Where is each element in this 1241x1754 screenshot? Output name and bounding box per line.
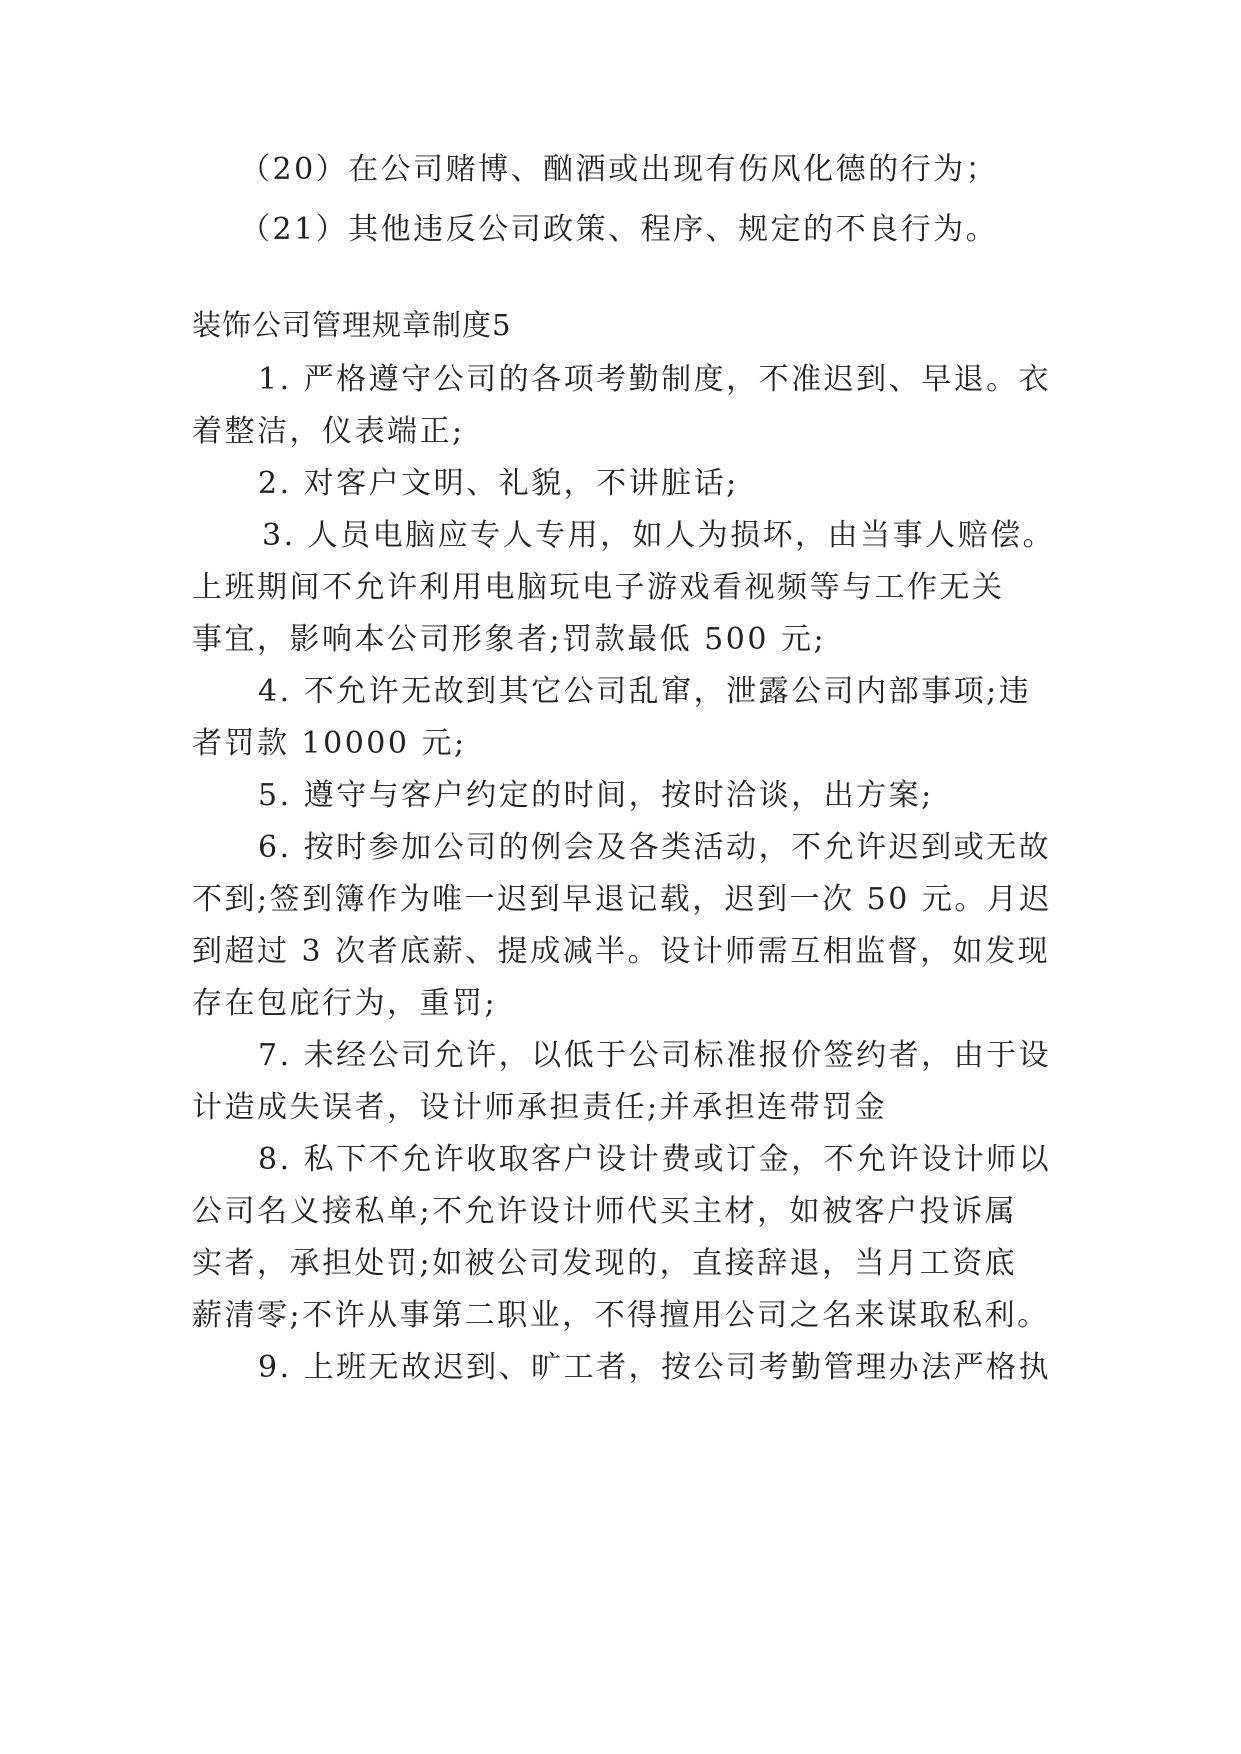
rule-6-line-3: 到超过 3 次者底薪、提成减半。设计师需互相监督，如发现 [192, 934, 1051, 969]
rule-8-line-4: 薪清零;不许从事第二职业，不得擅用公司之名来谋取私利。 [192, 1298, 1050, 1333]
rule-6-line-4: 存在包庇行为，重罚; [192, 986, 498, 1021]
rule-8-line-1: 8. 私下不允许收取客户设计费或订金，不允许设计师以 [258, 1142, 1052, 1177]
rule-4-line-2: 者罚款 10000 元; [192, 726, 467, 761]
clause-21: （21）其他违反公司政策、程序、规定的不良行为。 [240, 212, 999, 247]
rule-1-line-2: 着整洁，仪表端正; [192, 414, 465, 449]
rule-1-line-1: 1. 严格遵守公司的各项考勤制度，不准迟到、早退。衣 [258, 362, 1052, 397]
rule-9-line-1: 9. 上班无故迟到、旷工者，按公司考勤管理办法严格执 [258, 1350, 1052, 1385]
clause-20: （20）在公司赌博、酗酒或出现有伤风化德的行为； [240, 152, 999, 187]
rule-6-line-1: 6. 按时参加公司的例会及各类活动，不允许迟到或无故 [258, 830, 1052, 865]
rule-8-line-2: 公司名义接私单;不允许设计师代买主材，如被客户投诉属 [192, 1194, 1018, 1229]
rule-7-line-2: 计造成失误者，设计师承担责任;并承担连带罚金 [192, 1090, 888, 1125]
rule-2-line-1: 2. 对客户文明、礼貌，不讲脏话; [258, 466, 739, 501]
rule-4-line-1: 4. 不允许无故到其它公司乱窜，泄露公司内部事项;违 [258, 674, 1032, 709]
rule-3-line-3: 事宜，影响本公司形象者;罚款最低 500 元; [192, 622, 827, 657]
section-heading: 装饰公司管理规章制度5 [192, 308, 512, 342]
rule-7-line-1: 7. 未经公司允许，以低于公司标准报价签约者，由于设 [258, 1038, 1052, 1073]
rule-5-line-1: 5. 遵守与客户约定的时间，按时洽谈，出方案; [258, 778, 934, 813]
rule-6-line-2: 不到;签到簿作为唯一迟到早退记载，迟到一次 50 元。月迟 [192, 882, 1052, 917]
rule-8-line-3: 实者，承担处罚;如被公司发现的，直接辞退，当月工资底 [192, 1246, 1018, 1281]
rule-3-line-1: 3. 人员电脑应专人专用，如人为损坏，由当事人赔偿。 [262, 518, 1056, 553]
rule-3-line-2: 上班期间不允许利用电脑玩电子游戏看视频等与工作无关 [192, 570, 1005, 605]
